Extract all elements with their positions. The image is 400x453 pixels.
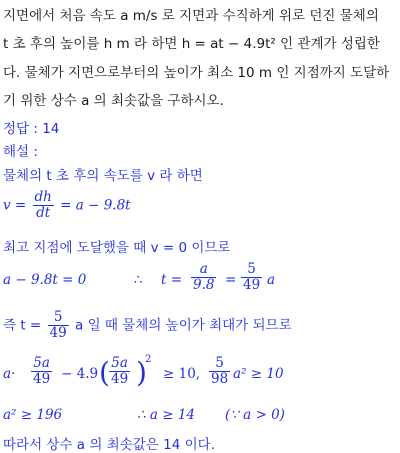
eq-a-squared-ge-196: a² ≥ 196 xyxy=(3,407,63,423)
fraction-numerator: a xyxy=(199,261,208,277)
fraction-dh-dt xyxy=(33,190,54,221)
eq-rhs: = a − 9.8t xyxy=(60,197,131,214)
problem-line-1: 지면에서 처음 속도 a m/s 로 지면과 수직하게 위로 던진 물체의 xyxy=(3,8,379,24)
fraction-5a-over-49 xyxy=(31,356,52,387)
fraction-5-over-98 xyxy=(209,356,230,387)
step5-suffix: a 일 때 물체의 높이가 최대가 되므로 xyxy=(75,317,292,334)
eq-ge-10: ≥ 10, xyxy=(163,366,201,382)
exponent-2: 2 xyxy=(145,354,152,365)
solution-step-derivative xyxy=(3,190,131,221)
fraction-denominator: 9.8 xyxy=(193,277,215,293)
left-paren: ( xyxy=(99,356,110,389)
fraction-numerator: 5 xyxy=(53,309,63,325)
fraction-5-over-49 xyxy=(48,310,69,341)
eq-because-a-positive: (∵ a > 0) xyxy=(225,407,285,423)
eq-lhs: v = xyxy=(3,197,27,214)
solution-label: 해설 : xyxy=(3,144,38,160)
solution-final-answer: 따라서 상수 a 의 최솟값은 14 이다. xyxy=(3,437,215,453)
solution-step-top-point: 최고 지점에 도달했을 때 v = 0 이므로 xyxy=(3,240,231,256)
fraction-numerator: dh xyxy=(34,189,52,205)
solution-step-velocity-def: 물체의 t 초 후의 속도를 v 라 하면 xyxy=(3,168,203,184)
solution-step-conclude xyxy=(3,407,397,427)
step5-prefix: 즉 t = xyxy=(3,317,42,334)
fraction-numerator: 5a xyxy=(111,355,128,371)
equals-sign: = xyxy=(225,272,237,288)
eq-t-label: t = xyxy=(161,272,183,288)
fraction-denominator: 49 xyxy=(111,371,129,387)
eq-velocity-zero: a − 9.8t = 0 xyxy=(3,272,87,288)
fraction-denominator: dt xyxy=(33,205,54,221)
solution-step-inequality xyxy=(3,354,397,396)
eq-a-squared-ge-10: a² ≥ 10 xyxy=(233,366,284,382)
fraction-a-over-9-8 xyxy=(191,262,216,293)
fraction-numerator: 5 xyxy=(215,355,224,371)
eq-therefore-a-ge-14: ∴ a ≥ 14 xyxy=(137,407,196,423)
problem-line-3: 다. 물체가 지면으로부터의 높이가 최소 10 m 인 지점까지 도달하 xyxy=(3,65,390,81)
eq-tail-a: a xyxy=(267,272,276,288)
fraction-denominator: 49 xyxy=(49,325,67,341)
right-paren: ) xyxy=(136,356,147,389)
problem-line-4: 기 위한 상수 a 의 최솟값을 구하시오. xyxy=(3,93,224,109)
fraction-5-over-49 xyxy=(241,262,262,293)
problem-line-2: t 초 후의 높이를 h m 라 하면 h = at − 4.9t² 인 관계가 성립한 xyxy=(3,36,380,52)
answer-line: 정답 : 14 xyxy=(3,121,60,137)
eq-a-times: a· xyxy=(3,366,16,382)
fraction-numerator: 5a xyxy=(33,355,50,371)
fraction-denominator: 49 xyxy=(33,371,51,387)
solution-step-solve-t xyxy=(3,262,397,302)
eq-minus-4-9: − 4.9 xyxy=(61,366,99,382)
therefore-symbol: ∴ xyxy=(134,272,143,288)
fraction-denominator: 98 xyxy=(211,371,229,387)
fraction-denominator: 49 xyxy=(243,277,261,293)
solution-step-max-height xyxy=(3,310,292,341)
fraction-numerator: 5 xyxy=(247,261,256,277)
fraction-5a-over-49-inner xyxy=(109,356,130,387)
